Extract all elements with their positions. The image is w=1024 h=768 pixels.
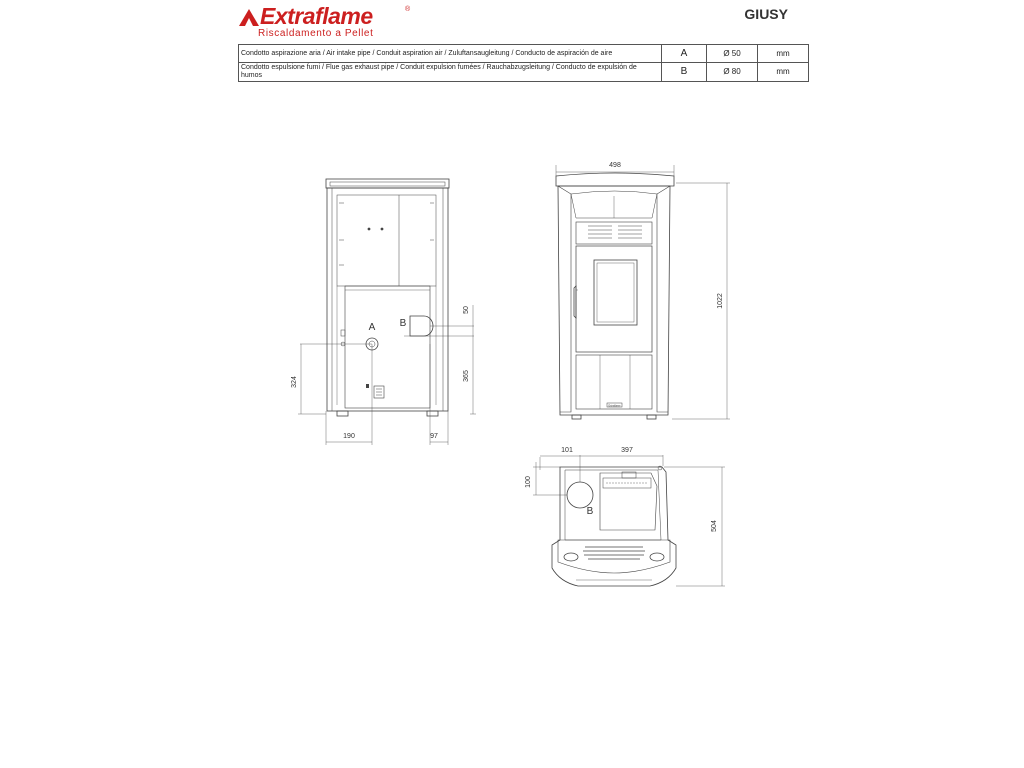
rear-dim-b-from-side: 97 (430, 433, 438, 440)
rear-dim-a-height: 324 (291, 376, 298, 388)
pipe-letter: B (662, 63, 707, 82)
pipe-description: Condotto aspirazione aria / Air intake pipe / Conduit aspiration air / Zuluftansaugleitung / Conducto de aspiración de aire (239, 45, 662, 63)
rear-dim-b-height: 365 (463, 370, 470, 382)
rear-dim-a-from-side: 190 (343, 433, 355, 440)
pipe-diameter: Ø 80 (707, 63, 758, 82)
rear-view (298, 179, 476, 445)
pipe-unit: mm (758, 45, 809, 63)
pipe-description: Condotto espulsione fumi / Flue gas exhaust pipe / Conduit expulsion fumées / Rauchabzugsleitung / Conducto de expulsión de humos (239, 63, 662, 82)
top-dim-depth-offset: 100 (525, 476, 532, 488)
pipe-unit: mm (758, 63, 809, 82)
top-dim-depth: 504 (711, 520, 718, 532)
top-dim-offset: 101 (561, 447, 573, 454)
pipe-letter: A (662, 45, 707, 63)
brand-tagline: Riscaldamento a Pellet (258, 28, 374, 39)
top-view (533, 455, 725, 586)
rear-dim-top-offset: 50 (463, 306, 470, 314)
brand-name: Extraflame (260, 3, 373, 29)
top-label-b: B (586, 506, 594, 517)
model-name: GIUSY (744, 6, 788, 22)
top-dim-width: 397 (621, 447, 633, 454)
registered-mark: ® (405, 6, 411, 13)
front-dim-height: 1022 (717, 293, 724, 309)
rear-label-b: B (399, 318, 407, 329)
rear-label-a: A (368, 322, 376, 333)
pipe-diameter: Ø 50 (707, 45, 758, 63)
front-badge-text: Extraflame (608, 404, 621, 408)
front-view (556, 165, 730, 419)
front-dim-width: 498 (609, 162, 621, 169)
